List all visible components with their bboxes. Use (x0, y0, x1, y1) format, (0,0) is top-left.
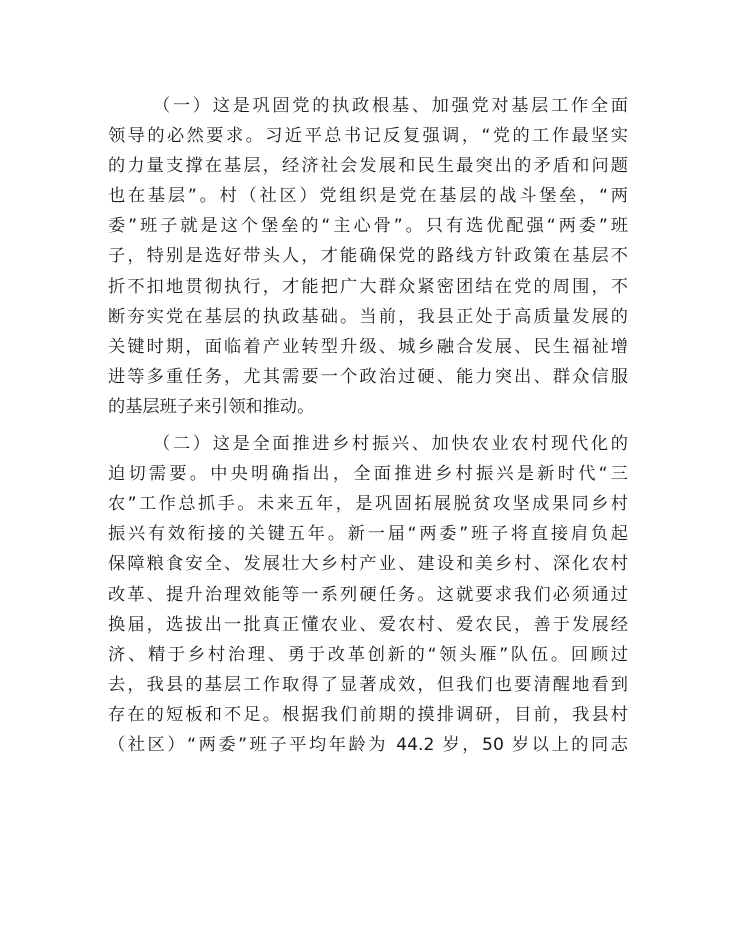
text-line: 关键时期，面临着产业转型升级、城乡融合发展、民生福祉增 (108, 336, 628, 357)
text-line: 存在的短板和不足。根据我们前期的摸排调研，目前，我县村 (108, 704, 628, 725)
text-line: 去，我县的基层工作取得了显著成效，但我们也要清醒地看到 (108, 674, 628, 695)
text-line: 子，特别是选好带头人，才能确保党的路线方针政策在基层不 (108, 246, 628, 267)
text-line: 农”工作总抓手。未来五年，是巩固拓展脱贫攻坚成果同乡村 (108, 494, 628, 515)
text-line: 进等多重任务，尤其需要一个政治过硬、能力突出、群众信服 (108, 366, 628, 387)
text-line: 换届，选拔出一批真正懂农业、爱农村、爱农民，善于发展经 (108, 614, 628, 635)
text-line: 领导的必然要求。习近平总书记反复强调，“党的工作最坚实 (108, 126, 628, 147)
text-line: 断夯实党在基层的执政基础。当前，我县正处于高质量发展的 (108, 306, 628, 327)
text-line: 的力量支撑在基层，经济社会发展和民生最突出的矛盾和问题 (108, 156, 628, 177)
text-line: 迫切需要。中央明确指出，全面推进乡村振兴是新时代“三 (108, 464, 628, 485)
text-line: （社区）“两委”班子平均年龄为 44.2 岁，50 岁以上的同志 (108, 734, 628, 755)
text-line: 委”班子就是这个堡垒的“主心骨”。只有选优配强“两委”班 (108, 216, 628, 237)
text-line: 也在基层”。村（社区）党组织是党在基层的战斗堡垒，“两 (108, 186, 628, 207)
text-line: （一）这是巩固党的执政根基、加强党对基层工作全面 (153, 96, 628, 116)
text-line: 折不扣地贯彻执行，才能把广大群众紧密团结在党的周围，不 (108, 276, 628, 297)
text-line: 改革、提升治理效能等一系列硬任务。这就要求我们必须通过 (108, 584, 628, 605)
text-line: （二）这是全面推进乡村振兴、加快农业农村现代化的 (153, 434, 628, 455)
text-line: 振兴有效衔接的关键五年。新一届“两委”班子将直接肩负起 (108, 524, 628, 545)
paragraph-1 (108, 91, 628, 422)
document-body (108, 91, 628, 760)
text-line: 济、精于乡村治理、勇于改革创新的“领头雁”队伍。回顾过 (108, 644, 628, 665)
text-line: 的基层班子来引领和推动。 (108, 396, 315, 417)
text-line: 保障粮食安全、发展壮大乡村产业、建设和美乡村、深化农村 (108, 554, 628, 575)
paragraph-2 (108, 429, 628, 760)
